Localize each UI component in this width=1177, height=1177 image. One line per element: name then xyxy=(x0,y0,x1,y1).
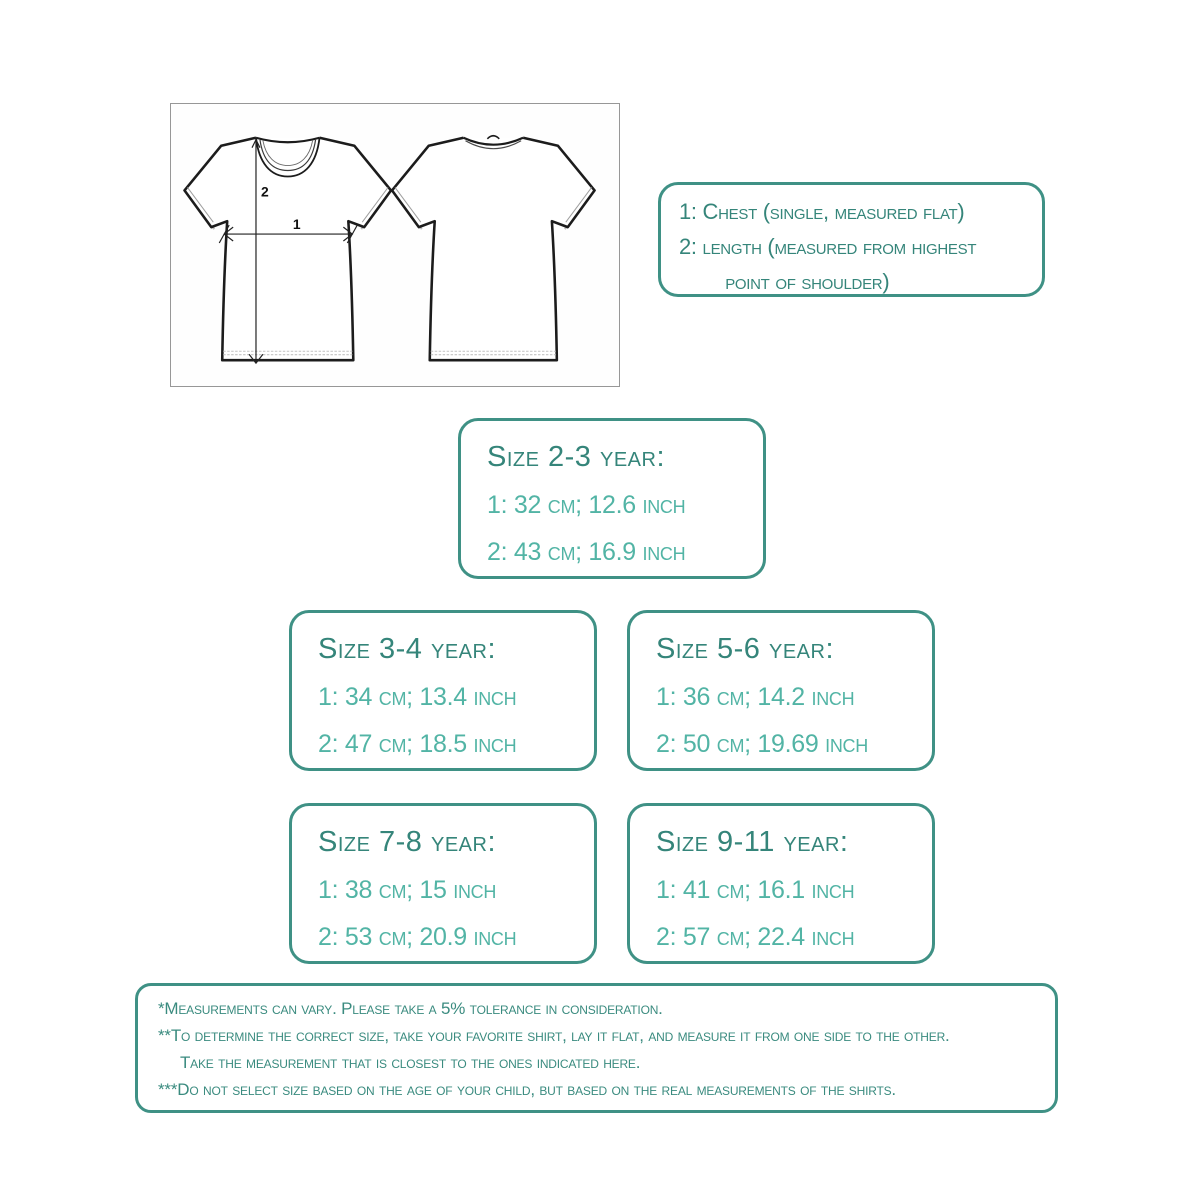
tshirt-back-drawing xyxy=(392,136,595,360)
legend-line-length: 2: length (measured from highest point of shoulder) xyxy=(679,234,977,294)
size-title: Size 7-8 year: xyxy=(318,826,497,858)
size-chest-value: 1: 32 cm; 12.6 inch xyxy=(487,491,686,519)
tshirt-front-drawing xyxy=(184,138,391,363)
size-length-value: 2: 50 cm; 19.69 inch xyxy=(656,730,868,758)
size-box-2-3-year xyxy=(458,418,766,579)
size-length-value: 2: 53 cm; 20.9 inch xyxy=(318,923,517,951)
footnote-how-to-measure: **To determine the correct size, take your favorite shirt, lay it flat, and measure it from one side to the other. xyxy=(158,1026,950,1045)
tshirt-diagram xyxy=(171,104,619,386)
tshirt-diagram-frame xyxy=(170,103,620,387)
footnote-age-warning: ***Do not select size based on the age of your child, but based on the real measurements of the shirts. xyxy=(158,1080,896,1099)
chest-marker-label: 1 xyxy=(292,216,301,233)
legend-line-chest: 1: Chest (single, measured flat) xyxy=(679,199,965,224)
size-length-value: 2: 57 cm; 22.4 inch xyxy=(656,923,855,951)
size-title: Size 3-4 year: xyxy=(318,633,497,665)
size-length-value: 2: 47 cm; 18.5 inch xyxy=(318,730,517,758)
size-title: Size 2-3 year: xyxy=(487,441,666,473)
size-length-value: 2: 43 cm; 16.9 inch xyxy=(487,538,686,566)
footnotes-box xyxy=(135,983,1058,1113)
size-box-9-11-year xyxy=(627,803,935,964)
size-title: Size 5-6 year: xyxy=(656,633,835,665)
footnote-how-to-measure-cont: Take the measurement that is closest to the ones indicated here. xyxy=(180,1053,641,1072)
size-chest-value: 1: 38 cm; 15 inch xyxy=(318,876,497,904)
size-title: Size 9-11 year: xyxy=(656,826,849,858)
legend-box xyxy=(658,182,1045,297)
footnote-tolerance: *Measurements can vary. Please take a 5% tolerance in consideration. xyxy=(158,999,663,1018)
size-chest-value: 1: 41 cm; 16.1 inch xyxy=(656,876,855,904)
size-chest-value: 1: 34 cm; 13.4 inch xyxy=(318,683,517,711)
length-marker-label: 2 xyxy=(260,183,269,200)
size-box-3-4-year xyxy=(289,610,597,771)
size-box-7-8-year xyxy=(289,803,597,964)
size-box-5-6-year xyxy=(627,610,935,771)
size-chest-value: 1: 36 cm; 14.2 inch xyxy=(656,683,855,711)
